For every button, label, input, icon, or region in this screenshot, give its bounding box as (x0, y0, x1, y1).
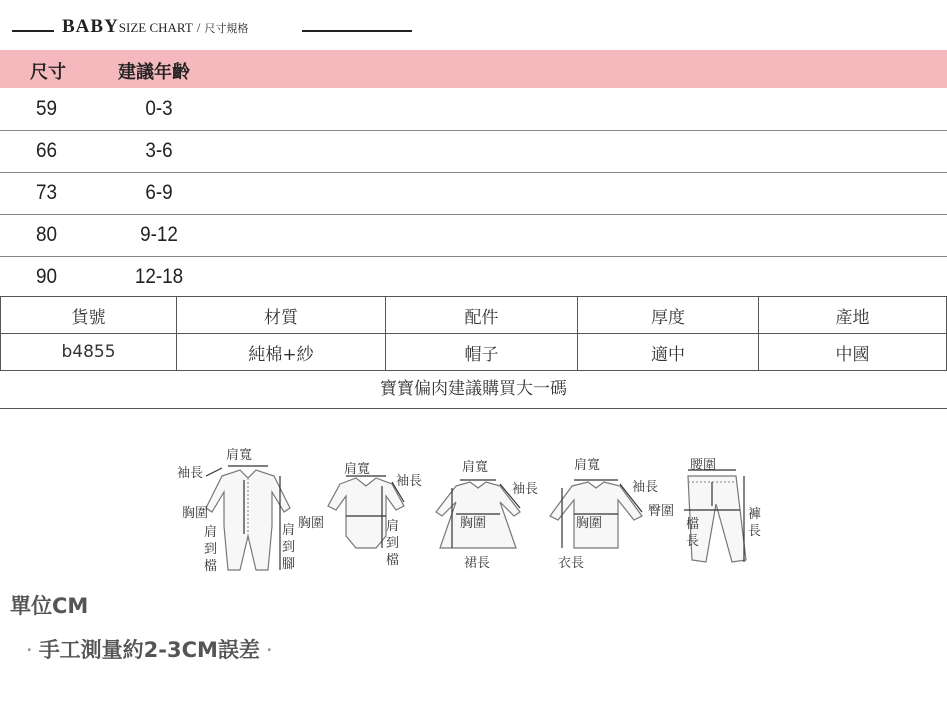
pants-waist-label: 腰圍 (690, 458, 717, 473)
size-column-header: 尺寸 (30, 62, 66, 83)
info-value-cell: 適中 (578, 334, 759, 371)
info-header-cell: 配件 (386, 297, 578, 334)
header-rule-left (12, 30, 54, 32)
bullet-dot: · (265, 638, 273, 662)
info-value-cell: 中國 (759, 334, 947, 371)
header-brand: BABY (62, 16, 119, 37)
size-table-header (0, 50, 947, 88)
romper-chest-label: 胸圍 (182, 506, 209, 521)
size-cell: 66 (36, 139, 58, 162)
header-subtitle: SIZE CHART (118, 20, 193, 35)
bullet-dot: · (26, 638, 33, 662)
dress-length-label: 裙長 (464, 556, 491, 571)
top-chest-label: 胸圍 (576, 516, 603, 531)
romper-shoulder-label: 肩寬 (226, 448, 253, 463)
age-cell: 9-12 (140, 223, 178, 246)
pants-length-label: 褲長 (748, 507, 762, 539)
age-column-header: 建議年齡 (118, 62, 190, 83)
size-cell: 73 (36, 181, 58, 204)
size-cell: 90 (36, 265, 58, 288)
size-chart-header (0, 14, 420, 48)
size-cell: 59 (36, 97, 58, 120)
pants-hip-label: 臀圍 (648, 504, 675, 519)
table-row (0, 130, 947, 173)
header-subtitle-cn: 尺寸規格 (204, 22, 249, 35)
header-rule-right (302, 30, 412, 32)
measurement-diagram (160, 436, 780, 586)
table-row (0, 214, 947, 257)
info-header-cell: 材質 (177, 297, 386, 334)
bodysuit-length-label: 肩到檔 (386, 519, 400, 568)
dress-outline (436, 480, 520, 548)
romper-outline (206, 466, 290, 570)
size-advice-note: 寶寶偏肉建議購買大一碼 (0, 371, 947, 409)
bodysuit-shoulder-label: 肩寬 (344, 462, 371, 477)
dress-chest-label: 胸圍 (460, 516, 487, 531)
info-value-cell: b4855 (1, 334, 177, 371)
table-row (0, 172, 947, 215)
age-cell: 6-9 (145, 181, 173, 204)
info-header-cell: 厚度 (578, 297, 759, 334)
header-title (62, 16, 248, 38)
bodysuit-chest-label: 胸圍 (298, 516, 325, 531)
age-cell: 3-6 (145, 139, 173, 162)
age-cell: 12-18 (134, 265, 184, 288)
table-row (0, 88, 947, 131)
table-row (0, 256, 947, 295)
dress-sleeve-label: 袖長 (512, 482, 539, 497)
info-value-cell: 純棉+紗 (177, 334, 386, 371)
romper-shoulder-foot-label: 肩到腳 (282, 523, 296, 572)
top-shoulder-label: 肩寬 (574, 458, 601, 473)
size-cell: 80 (36, 223, 58, 246)
bodysuit-sleeve-label: 袖長 (396, 474, 423, 489)
info-header-cell: 產地 (759, 297, 947, 334)
dress-shoulder-label: 肩寬 (462, 460, 489, 475)
romper-shoulder-crotch-label: 肩到檔 (204, 525, 218, 574)
top-outline (550, 480, 642, 548)
age-cell: 0-3 (145, 97, 173, 120)
error-note-text: 手工測量約2-3CM誤差 (38, 638, 260, 662)
unit-label: 單位CM (10, 594, 89, 618)
top-length-label: 衣長 (558, 556, 585, 571)
product-info-table (0, 296, 947, 371)
measurement-error-note (20, 634, 279, 664)
info-header-cell: 貨號 (1, 297, 177, 334)
romper-sleeve-label: 袖長 (177, 466, 204, 481)
info-header-row (1, 297, 947, 334)
info-value-row (1, 334, 947, 371)
header-separator: / (196, 20, 201, 35)
pants-crotch-label: 檔長 (686, 517, 700, 549)
top-sleeve-label: 袖長 (632, 480, 659, 495)
info-value-cell: 帽子 (386, 334, 578, 371)
